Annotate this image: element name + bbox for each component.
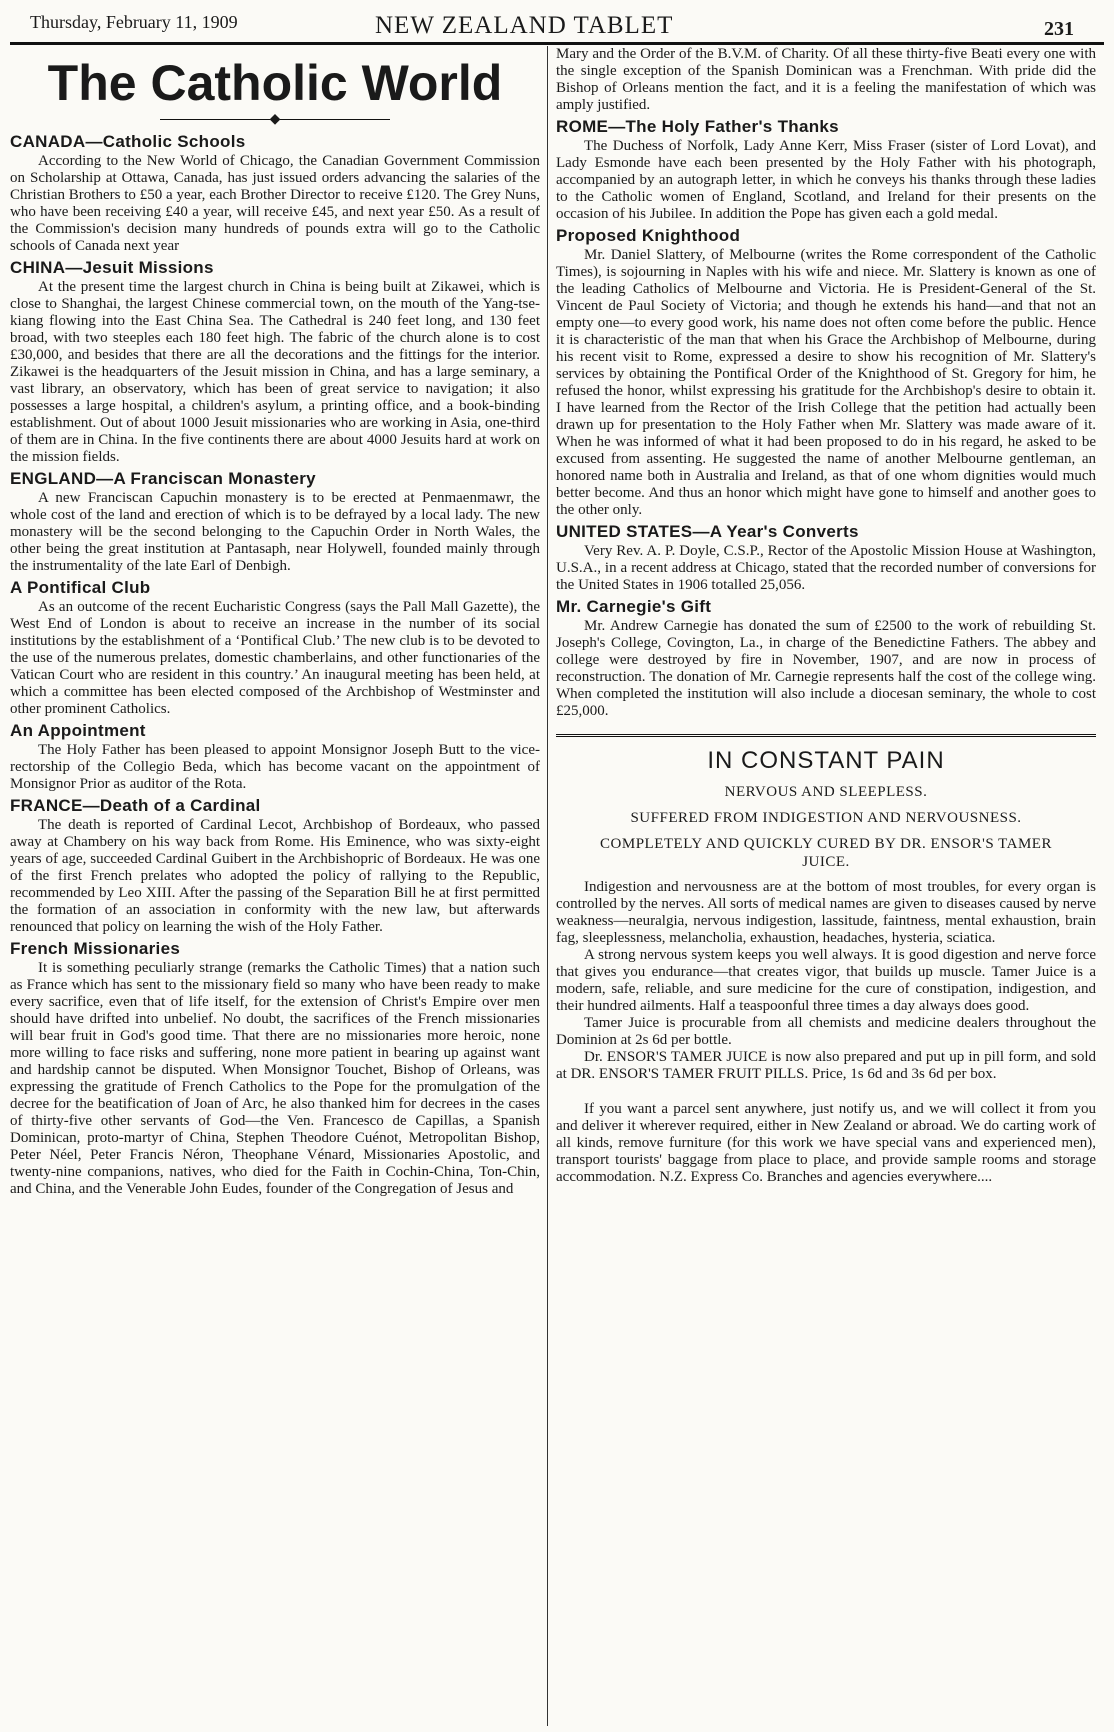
page-number: 231 — [1044, 18, 1074, 40]
section-heading: A Pontifical Club — [10, 578, 151, 597]
section-heading: ENGLAND—A Franciscan Monastery — [10, 469, 316, 488]
advert-subhead-2: SUFFERED FROM INDIGESTION AND NERVOUSNESS. — [630, 810, 1022, 826]
express-co-notice: If you want a parcel sent anywhere, just notify us, and we will collect it from you and deliver it wherever required, either in New Zealand or abroad. We do carting work of all kinds, remove furniture (for this work we have special vans and experienced men), transport tourists' baggage from place to place, and provide sample rooms and storage accommodation. N.Z. Express Co. Branches and agencies everywhere.... — [556, 1101, 1096, 1185]
article-paragraph: A new Franciscan Capuchin monastery is to be erected at Penmaenmawr, the whole cost of the land and erection of which is to be defrayed by a local lady. The new monastery will be the second belonging to the Capuchin Order in North Wales, the other being the great institution at Pantasaph, near Holywell, founded mainly through the instrumentality of the late Earl of Denbigh. — [10, 490, 540, 574]
section-heading: FRANCE—Death of a Cardinal — [10, 796, 261, 815]
title-ornament: ◆ — [10, 111, 540, 128]
article-paragraph: Mary and the Order of the B.V.M. of Charity. Of all these thirty-five Beati every one with the single exception of the Spanish Dominican was a Frenchman. With pride did the Bishop of Orleans mention the fact, and it is a feeling the manifestation of which was amply justified. — [556, 46, 1096, 113]
tamer-juice-advert — [556, 747, 1096, 1083]
article-paragraph: Very Rev. A. P. Doyle, C.S.P., Rector of the Apostolic Mission House at Washington, U.S.A., in a recent address at Chicago, stated that the recorded number of conversions for the United States in 1906 totalled 25,056. — [556, 543, 1096, 593]
article-paragraph: At the present time the largest church in China is being built at Zikawei, which is close to Shanghai, the largest Chinese commercial town, on the mouth of the Yang-tse-kiang flowing into the East China Sea. The Cathedral is 240 feet long, and 130 feet broad, with two steeples each 180 feet high. The fabric of the church alone is to cost £30,000, and besides that there are all the decorations and the fittings for the interior. Zikawei is the headquarters of the Jesuit mission in China, and has a large seminary, a vast library, an observatory, which has been of great service to navigation; it also possesses a large hospital, a children's asylum, a printing office, and a book-binding establishment. Out of about 1000 Jesuit missionaries who are working in Asia, one-third of them are in China. In the five continents there are about 4000 Jesuits hard at work on the mission fields. — [10, 279, 540, 465]
section-heading: ROME—The Holy Father's Thanks — [556, 117, 839, 136]
article-paragraph: The Duchess of Norfolk, Lady Anne Kerr, Miss Fraser (sister of Lord Lovat), and Lady Esmonde have each been presented by the Holy Father with his photograph, accompanied by an autograph letter, in which he conveys his thanks through these ladies to the Catholic women of England, Scotland, and Ireland for their presents on the occasion of his Jubilee. In addition the Pope has given each a gold medal. — [556, 138, 1096, 222]
section-heading: Mr. Carnegie's Gift — [556, 597, 712, 616]
page-title: The Catholic World — [47, 55, 503, 111]
article-paragraph: The Holy Father has been pleased to appoint Monsignor Joseph Butt to the vice-rectorship of the Collegio Beda, which has become vacant on the appointment of Monsignor Prior as auditor of the Rota. — [10, 742, 540, 792]
advert-subhead-3: COMPLETELY AND QUICKLY CURED BY DR. ENSOR'S TAMER JUICE. — [600, 836, 1052, 870]
advert-paragraph: Dr. ENSOR'S TAMER JUICE is now also prepared and put up in pill form, and sold at DR. ENSOR'S TAMER FRUIT PILLS. Price, 1s 6d and 3s 6d per box. — [556, 1049, 1096, 1082]
advert-headline: IN CONSTANT PAIN — [707, 747, 945, 774]
advert-paragraph: Tamer Juice is procurable from all chemists and medicine dealers throughout the Dominion at 2s 6d per bottle. — [556, 1015, 1096, 1048]
paper-name: NEW ZEALAND TABLET — [375, 12, 674, 39]
article-paragraph: The death is reported of Cardinal Lecot, Archbishop of Bordeaux, who passed away at Chambery on his way back from Rome. His Eminence, who was sixty-eight years of age, succeeded Cardinal Guibert in the Archbishopric of Bordeaux. He was one of the first French prelates who adopted the policy of rallying to the Republic, recommended by Leo XIII. After the passing of the Separation Bill he at first permitted the formation of an association in conformity with the new law, but afterwards renounced that policy on learning the wish of the Holy Father. — [10, 817, 540, 935]
advert-body — [556, 879, 1096, 1083]
article-paragraph: Mr. Daniel Slattery, of Melbourne (writes the Rome correspondent of the Catholic Times), is sojourning in Naples with his wife and niece. Mr. Slattery is known as one of the leading Catholics of Melbourne and Victoria. He is President-General of the St. Vincent de Paul Society of Victoria; and though he extends his hand—and that not an empty one—to every good work, his name does not often come before the public. Hence it is characteristic of the man that when his Grace the Archbishop of Melbourne, during his recent visit to Rome, expressed a desire to show his recognition of Mr. Slattery's services by obtaining the Pontifical Order of the Knighthood of St. Gregory for him, he refused the honor, whilst expressing his gratitude for the Archbishop's desire to obtain it. I have learned from the Rector of the Irish College that the petition had actually been drawn up for presentation to the Holy Father when Mr. Slattery was made aware of it. When he was informed of what it had been proposed to do in his regard, he asked to be excused from assenting. He suggested the name of another Melbourne gentleman, an honored name both in Australia and Ireland, as that of one whom dignities would much better become. And thus an honor which might have gone to himself and another goes to the other only. — [556, 247, 1096, 518]
right-column — [556, 46, 1096, 1726]
masthead — [10, 4, 1104, 45]
left-articles — [10, 132, 540, 1198]
section-heading: Proposed Knighthood — [556, 226, 741, 245]
section-heading: UNITED STATES—A Year's Converts — [556, 522, 859, 541]
advert-paragraph: Indigestion and nervousness are at the bottom of most troubles, for every organ is controlled by the nerves. All sorts of medical names are given to diseases caused by nerve weakness—neuralgia, nervous indigestion, lassitude, faintness, mental exhaustion, brain fag, sleeplessness, melancholia, exhaustion, headaches, hysteria, sciatica. — [556, 879, 1096, 946]
section-heading: CHINA—Jesuit Missions — [10, 258, 214, 277]
article-paragraph: As an outcome of the recent Eucharistic Congress (says the Pall Mall Gazette), the West End of London is about to receive an increase in the number of its social institutions by the establishment of a ‘Pontifical Club.’ The new club is to be devoted to the use of the numerous prelates, domestic chamberlains, and other functionaries of the Vatican Court who are resident in this country.’ An inaugural meeting has been held, at which a committee has been elected composed of the Archbishop of Westminster and other prominent Catholics. — [10, 599, 540, 717]
issue-date: Thursday, February 11, 1909 — [30, 12, 238, 32]
advert-subhead-1: NERVOUS AND SLEEPLESS. — [724, 784, 928, 800]
section-heading: French Missionaries — [10, 939, 181, 958]
article-paragraph: Mr. Andrew Carnegie has donated the sum of £2500 to the work of rebuilding St. Joseph's College, Covington, La., in charge of the Benedictine Fathers. The abbey and college were destroyed by fire in November, 1907, and are now in process of reconstruction. The donation of Mr. Carnegie represents half the cost of the college wing. When completed the institution will also include a diocesan seminary, the whole to cost £25,000. — [556, 618, 1096, 719]
section-heading: An Appointment — [10, 721, 146, 740]
section-heading: CANADA—Catholic Schools — [10, 132, 246, 151]
advert-divider — [556, 734, 1096, 737]
left-column — [10, 46, 540, 1726]
column-divider — [547, 46, 548, 1726]
article-paragraph: According to the New World of Chicago, the Canadian Government Commission on Scholarship at Ottawa, Canada, has just issued orders advancing the salaries of the Christian Brothers to £50 a year, each Brother Director to receive £120. The Grey Nuns, who have been receiving £40 a year, will receive £45, and next year £50. As a result of the Commission's decision many hundreds of pounds extra will go to the Catholic schools of Canada next year — [10, 153, 540, 254]
right-articles — [556, 46, 1096, 720]
article-paragraph: It is something peculiarly strange (remarks the Catholic Times) that a nation such as France which has sent to the missionary field so many who have been ready to make every sacrifice, even that of life itself, for the extension of Christ's Empire over men should have drifted into unbelief. No doubt, the sacrifices of the French missionaries will bear fruit in God's good time. That there are no missionaries more heroic, none more willing to face risks and suffering, none more patient in bearing up against want and hardship cannot be disputed. When Monsignor Touchet, Bishop of Orleans, was expressing the gratitude of French Catholics to the Pope for the promulgation of the decree for the beatification of Joan of Arc, he also thanked him for decrees in the cases of thirty-five other servants of God—the Ven. Francesco de Capillas, a Spanish Dominican, proto-martyr of China, Stephen Theodore Cuénot, Metropolitan Bishop, Peter Néel, Peter Francis Néron, Theophane Vénard, Missionaries Apostolic, and twenty-nine companions, natives, who died for the Faith in Cochin-China, Ton-Chin, and China, and the Venerable John Eudes, founder of the Congregation of Jesus and — [10, 960, 540, 1197]
advert-paragraph: A strong nervous system keeps you well always. It is good digestion and nerve force that gives you endurance—that creates vigor, that builds up muscle. Tamer Juice is a modern, safe, reliable, and sure medicine for the cure of constipation, indigestion, and their hundred ailments. Half a teaspoonful three times a day always does good. — [556, 947, 1096, 1014]
